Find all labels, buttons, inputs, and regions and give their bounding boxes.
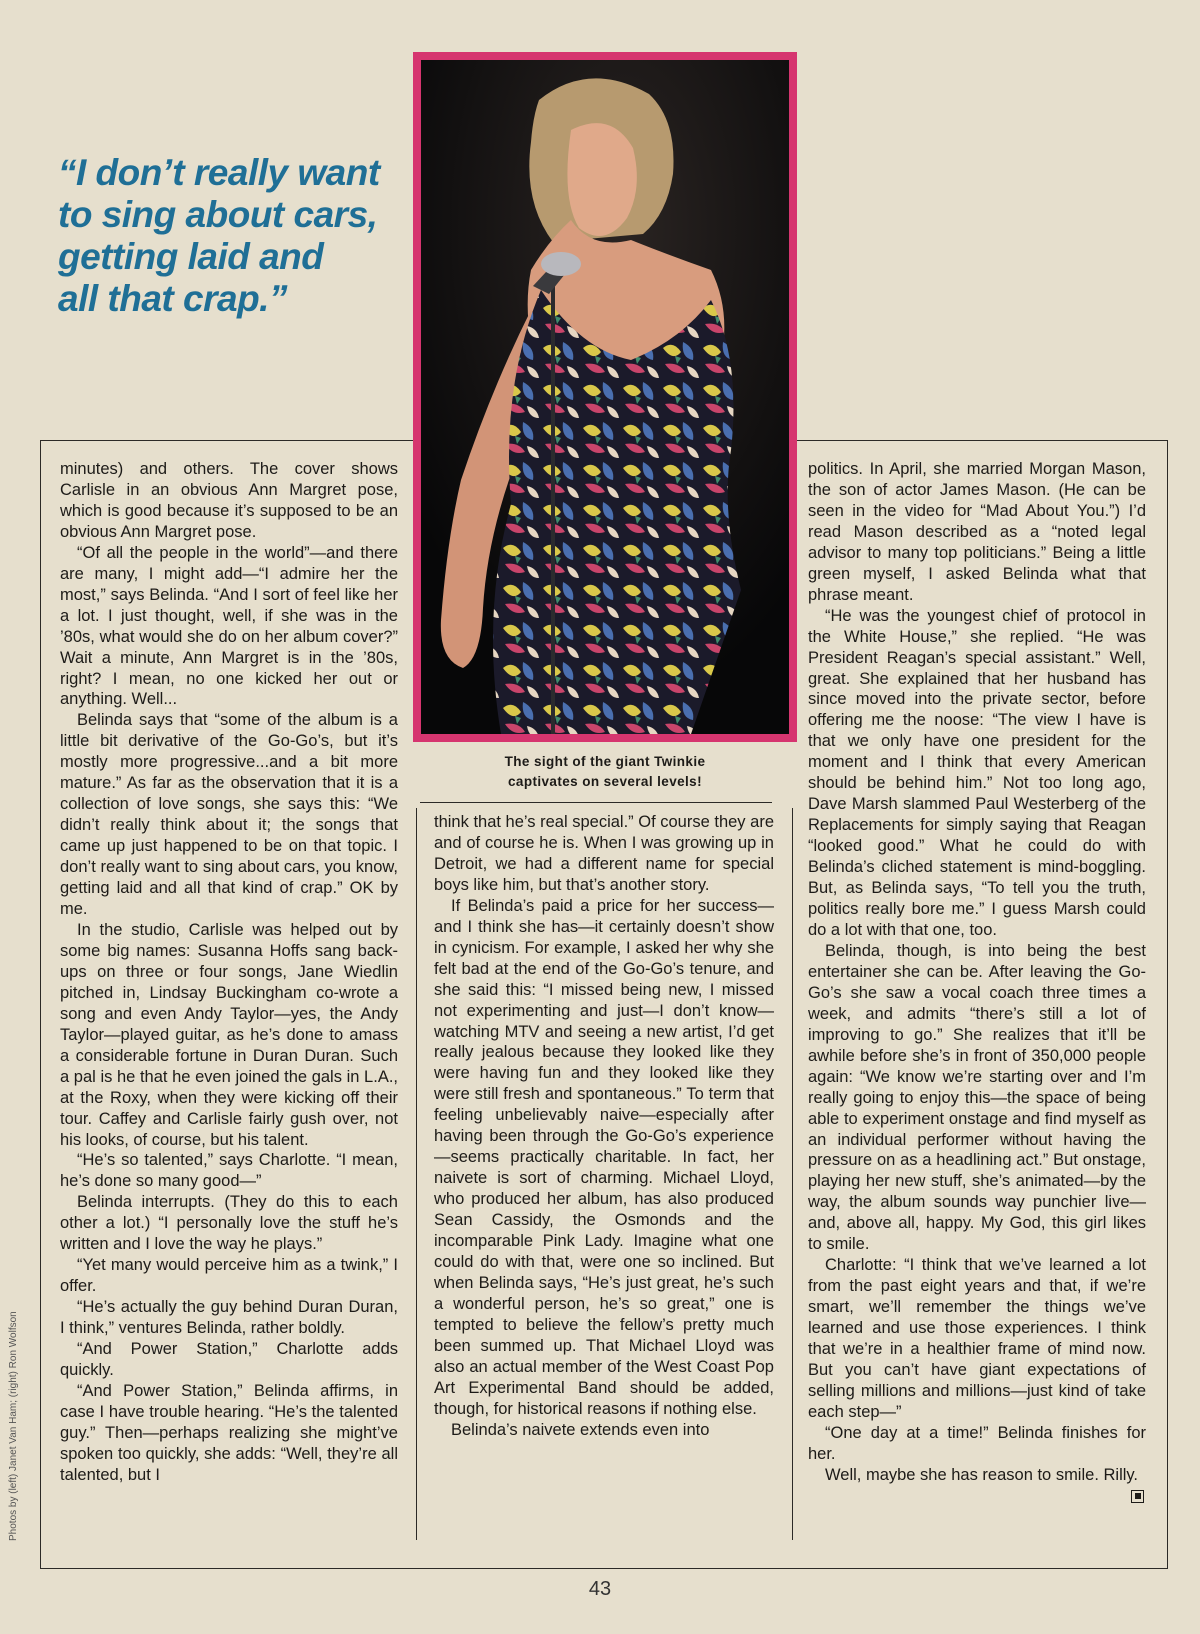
pull-quote [58,152,418,320]
page-number: 43 [588,1578,612,1600]
paragraph: think that he’s real special.” Of course they are and of course he is. When I was growing up in Detroit, we had a different name for special boys like him, but that’s another story. [434,813,774,894]
column-divider [792,808,793,1540]
paragraph: politics. In April, she married Morgan Mason, the son of actor James Mason. (He can be seen in the video for “Mad About You.”) I’d read Mason described as a “noted legal advisor to many top politicians.” Being a little green myself, I asked Belinda what that phrase meant. [808,460,1146,604]
concert-photo [421,60,789,734]
paragraph: In the studio, Carlisle was helped out by some big names: Susanna Hoffs sang back-ups on three or four songs, Jane Wiedlin pitched in, Lindsay Buckingham co-wrote a song and even Andy Taylor—yes, the Andy Taylor—played guitar, as he’s done to amass a considerable fortune in Duran Duran. Such a pal is he that he even joined the gals in L.A., at the Roxy, when they were kicking off their tour. Caffey and Carlisle fairly gush over, not his looks, of course, but his talent. [60,920,398,1149]
column-divider [416,808,417,1540]
paragraph: “Of all the people in the world”—and there are many, I might add—“I admire her the most,” says Belinda. “And I sort of feel like her a lot. I just thought, well, if she was in the ’80s, what would she do on her album cover?” Wait a minute, Ann Margret is in the ’80s, right? I mean, no one kicked her out or anything. Well... [60,543,398,709]
article-column-3 [808,459,1146,1503]
paragraph: minutes) and others. The cover shows Carlisle in an obvious Ann Margret pose, which is good because it’s supposed to be an obvious Ann Margret pose. [60,460,398,541]
singer-illustration [421,60,789,734]
pull-quote-line: to sing about cars, [58,194,378,235]
article-column-2 [434,812,774,1441]
paragraph: “He’s actually the guy behind Duran Duran, I think,” ventures Belinda, rather boldly. [60,1298,398,1338]
paragraph: Belinda, though, is into being the best entertainer she can be. After leaving the Go-Go’s she saw a vocal coach three times a week, and admits “there’s still a lot of improving to go.” She realizes that it’ll be awhile before she’s in front of 350,000 people again: “We know we’re starting over and I’m really going to enjoy this—the space of being able to experiment onstage and find myself as an individual performer without having the pressure on as a headlining act.” But onstage, playing her new stuff, she’s animated—by the way, the album sounds way punchier live—and, above all, happy. My God, this girl likes to smile. [808,941,1146,1254]
paragraph: Charlotte: “I think that we’ve learned a lot from the past eight years and that, if we’re smart, we’ll remember the things we’ve learned and use those experiences. I think that we’re in a healthier frame of mind now. But you can’t have giant expectations of selling millions and millions—just kind of take each step—” [808,1256,1146,1421]
photo-frame [413,52,797,742]
end-of-article-icon [1131,1490,1144,1503]
photo-credit: Photos by (left) Janet Van Ham; (right) Ron Wolfson [8,1311,19,1541]
paragraph-text: Well, maybe she has reason to smile. Rilly. [825,1465,1139,1484]
paragraph: “And Power Station,” Charlotte adds quickly. [60,1340,398,1379]
caption-rule [420,802,772,803]
paragraph: “And Power Station,” Belinda affirms, in case I have trouble hearing. “He’s the talented guy.” Then—perhaps realizing she might’ve spoken too quickly, she adds: “Well, they’re all talented, but I [60,1381,398,1484]
paragraph: “Yet many would perceive him as a twink,” I offer. [60,1256,398,1296]
paragraph: Belinda’s naivete extends even into [451,1420,710,1439]
paragraph: Belinda says that “some of the album is a little bit derivative of the Go-Go’s, but it’s mostly more progressive...and a bit more mature.” As far as the observation that it is a collection of love songs, she says this: “We didn’t really think about it; the songs that came up just happened to be on that topic. I don’t really want to sing about cars, you know, getting laid and all that kind of crap.” OK by me. [60,711,398,919]
caption-line: The sight of the giant Twinkie [504,754,706,769]
pull-quote-line: “I don’t really want [58,152,380,193]
paragraph: “He’s so talented,” says Charlotte. “I mean, he’s done so many good—” [60,1151,398,1191]
paragraph: “One day at a time!” Belinda finishes for her. [808,1423,1146,1463]
paragraph [808,1465,1146,1486]
photo-caption [420,752,790,792]
pull-quote-line: all that crap.” [58,278,287,319]
paragraph: If Belinda’s paid a price for her success—and I think she has—it certainly doesn’t show in cynicism. For example, I asked her why she felt bad at the end of the Go-Go’s tenure, and she said this: “I missed being new, I missed not experimenting and just—I don’t know—watching MTV and seeing a new artist, I’d get really jealous because they looked like they were having fun and they looked like they were still fresh and spontaneous.” To term that feeling unbelievably naive—especially after having been through the Go-Go’s experience—seems practically charitable. In fact, her naivete is sort of charming. Michael Lloyd, who produced her album, has also produced Sean Cassidy, the Osmonds and the incomparable Pink Lady. Imagine what one could do with that, were one so inclined. But when Belinda says, “He’s just great, he’s such a wonderful person, he’s so great,” one is tempted to believe the fellow’s pretty much been summed up. That Michael Lloyd was also an actual member of the West Coast Pop Art Experimental Band should be added, though, for historical reasons if nothing else. [434,896,774,1418]
article-column-1 [60,459,398,1486]
pull-quote-line: getting laid and [58,236,324,277]
paragraph: Belinda interrupts. (They do this to each other a lot.) “I personally love the stuff he’s written and I love the way he plays.” [60,1193,398,1254]
paragraph: “He was the youngest chief of protocol in the White House,” she replied. “He was President Reagan’s special assistant.” Well, great. She explained that her husband has since moved into the private sector, before offering me the noose: “The view I have is that we only have one president for the moment and I think that every American should be behind him.” Not too long ago, Dave Marsh slammed Paul Westerberg of the Replacements for simply saying that Reagan “looked good.” What he could do with Belinda’s cliched statement is mind-boggling. But, as Belinda says, “To tell you the truth, politics really bore me.” I guess Marsh could do a lot with that one, too. [808,606,1146,939]
caption-line: captivates on several levels! [508,774,702,789]
